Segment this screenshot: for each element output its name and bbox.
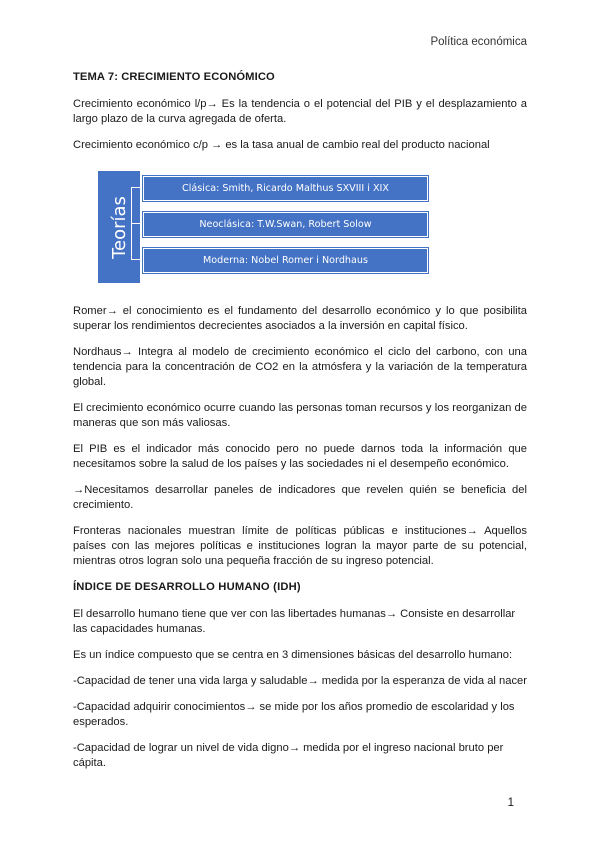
theories-label: Teorías: [108, 195, 130, 259]
section-title-idh: ÍNDICE DE DESARROLLO HUMANO (IDH): [73, 581, 301, 593]
connector-tick: [131, 223, 143, 224]
paragraph-indicators: →Necesitamos desarrollar paneles de indicadores que revelen quién se beneficia del crecimiento.: [73, 484, 527, 511]
connector-tick: [131, 259, 143, 260]
page-number: 1: [507, 797, 514, 809]
running-header: Política económica: [430, 36, 527, 48]
connector-tick: [131, 187, 143, 188]
theory-box-modern: Moderna: Nobel Romer i Nordhaus: [143, 248, 428, 273]
paragraph-long-term-growth: Crecimiento económico l/p→ Es la tendencia o el potencial del PIB y el desplazamiento a largo plazo de la curva agregada de oferta.: [73, 98, 527, 125]
paragraph-romer: Romer→ el conocimiento es el fundamento del desarrollo económico y lo que posibilita superar los rendimientos decrecientes asociados a la inversión en capital físico.: [73, 305, 527, 332]
theory-box-classical: Clásica: Smith, Ricardo Malthus SXVIII i XIX: [143, 176, 428, 201]
list-item-knowledge: -Capacidad adquirir conocimientos→ se mide por los años promedio de escolaridad y los esperados.: [73, 701, 515, 728]
paragraph-nordhaus: Nordhaus→ Integra al modelo de crecimiento económico el ciclo del carbono, con una tendencia para la concentración de CO2 en la atmósfera y la variación de la temperatura global.: [73, 346, 527, 388]
paragraph-composite-index: Es un índice compuesto que se centra en 3 dimensiones básicas del desarrollo humano:: [73, 649, 513, 661]
paragraph-pib: El PIB es el indicador más conocido pero no puede darnos toda la información que necesitamos sobre la salud de los países y las sociedades ni el desempeño económico.: [73, 443, 527, 470]
paragraph-human-development: El desarrollo humano tiene que ver con las libertades humanas→ Consiste en desarrollar las capacidades humanas.: [73, 608, 516, 635]
chapter-title: TEMA 7: CRECIMIENTO ECONÓMICO: [73, 71, 275, 83]
theory-box-neoclassical: Neoclásica: T.W.Swan, Robert Solow: [143, 212, 428, 237]
page-content: [73, 70, 527, 782]
list-item-life: -Capacidad de tener una vida larga y saludable→ medida por la esperanza de vida al nacer: [73, 675, 528, 687]
list-item-living-standard: -Capacidad de lograr un nivel de vida digno→ medida por el ingreso nacional bruto per cápita.: [73, 742, 504, 769]
theories-diagram: [73, 165, 527, 291]
paragraph-borders: Fronteras nacionales muestran límite de políticas públicas e instituciones→ Aquellos países con las mejores políticas e instituciones logran la mayor parte de su potencial, mientras otros logran solo una pequeña fracción de su ingreso potencial.: [73, 525, 527, 567]
paragraph-short-term-growth: Crecimiento económico c/p → es la tasa anual de cambio real del producto nacional: [73, 139, 490, 151]
paragraph-growth-definition: El crecimiento económico ocurre cuando las personas toman recursos y los reorganizan de maneras que son más valiosas.: [73, 402, 527, 429]
